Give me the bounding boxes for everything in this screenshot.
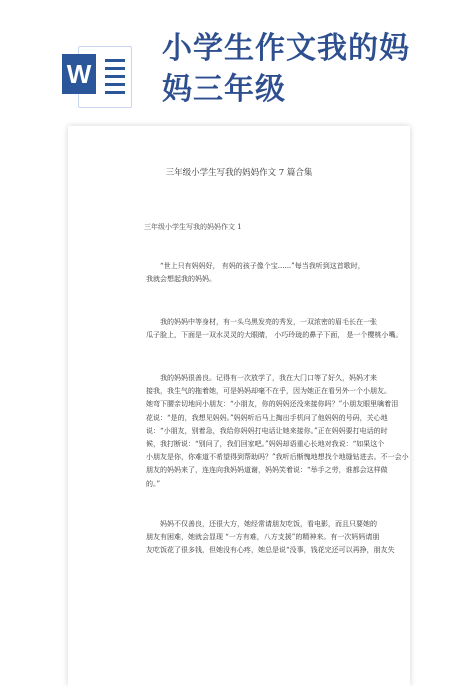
text-line-icon [105, 83, 125, 86]
paragraph-line: 瓜子脸上，下面是一双水灵灵的大眼睛， 小巧玲珑的鼻子下面， 是一个樱桃小嘴。 [146, 331, 403, 340]
paragraph-line: 友吃饭花了很多钱，但她没有心疼，她总是说“没事，钱花完还可以再挣，朋友失 [146, 546, 395, 555]
paragraph-line: 朋友有困难，她就会显现 “一方有难，八方支援”的精神来。有一次妈妈请朋 [146, 533, 380, 542]
page-headline [162, 28, 462, 110]
word-badge-icon: W [62, 54, 96, 94]
paragraph-line: 妈妈不仅善良，还很大方，她经常请朋友吃饭，看电影，而且只要她的 [160, 520, 377, 528]
paragraph-line: 我的妈妈中等身材，有一头乌黑发亮的秀发，一双浓密的眉毛长在一张 [160, 318, 377, 326]
headline-line-1: 小学生作文我的妈 [162, 31, 410, 66]
paragraph-line: “世上只有妈妈好， 有妈的孩子像个宝......”每当我听到这首歌时， [160, 262, 365, 270]
text-line-icon [105, 59, 125, 62]
text-line-icon [105, 91, 125, 94]
paragraph-3 [146, 372, 409, 491]
paragraph-line: 说：“小朋友，别着急，我给你妈妈打电话让她来接你。”正在妈妈要打电话的时 [146, 426, 388, 435]
document-title: 三年级小学生写我的妈妈作文 7 篇合集 [165, 168, 313, 178]
paragraph-line: 候，我打断说：“别问了，我们回家吧。”妈妈却语重心长地对我说：“如果这个 [146, 440, 385, 449]
paragraph-1 [146, 260, 370, 286]
paragraph-4 [146, 518, 395, 558]
paragraph-line: 花说：“是的，我想见妈妈。”妈妈听后马上掏出手机问了他妈妈的号码，关心地 [146, 413, 388, 422]
word-document-icon [62, 38, 132, 110]
paragraph-line: 我的妈妈很善良。记得有一次放学了，我在大门口等了好久，妈妈才来 [160, 374, 377, 382]
document-page [68, 126, 410, 686]
paragraph-line: 的。” [146, 479, 161, 488]
paragraph-line: 朋友的妈妈来了，连连向我妈妈道谢，妈妈笑着说：“举手之劳，谁都会这样做 [146, 466, 388, 475]
paragraph-line: 我就会想起我的妈妈。 [146, 275, 216, 284]
paragraph-line: 小朋友是你，你难道不希望得到帮助吗？”我听后惭愧地想找个地缝钻进去。不一会小 [146, 453, 409, 462]
paragraph-line: 她弯下腰亲切地问小朋友：“小朋友，你的妈妈还没来接你吗？”小朋友眼里噙着泪 [146, 400, 399, 409]
essay-subtitle: 三年级小学生写我的妈妈作文 1 [144, 223, 242, 231]
headline-line-2: 妈三年级 [162, 72, 286, 107]
paragraph-2 [146, 316, 403, 342]
paragraph-line: 接我，我生气的拖着她，可是妈妈却毫不在乎，因为她正在看另外一个小朋友。 [146, 387, 391, 396]
text-line-icon [105, 75, 125, 78]
text-line-icon [105, 67, 125, 70]
